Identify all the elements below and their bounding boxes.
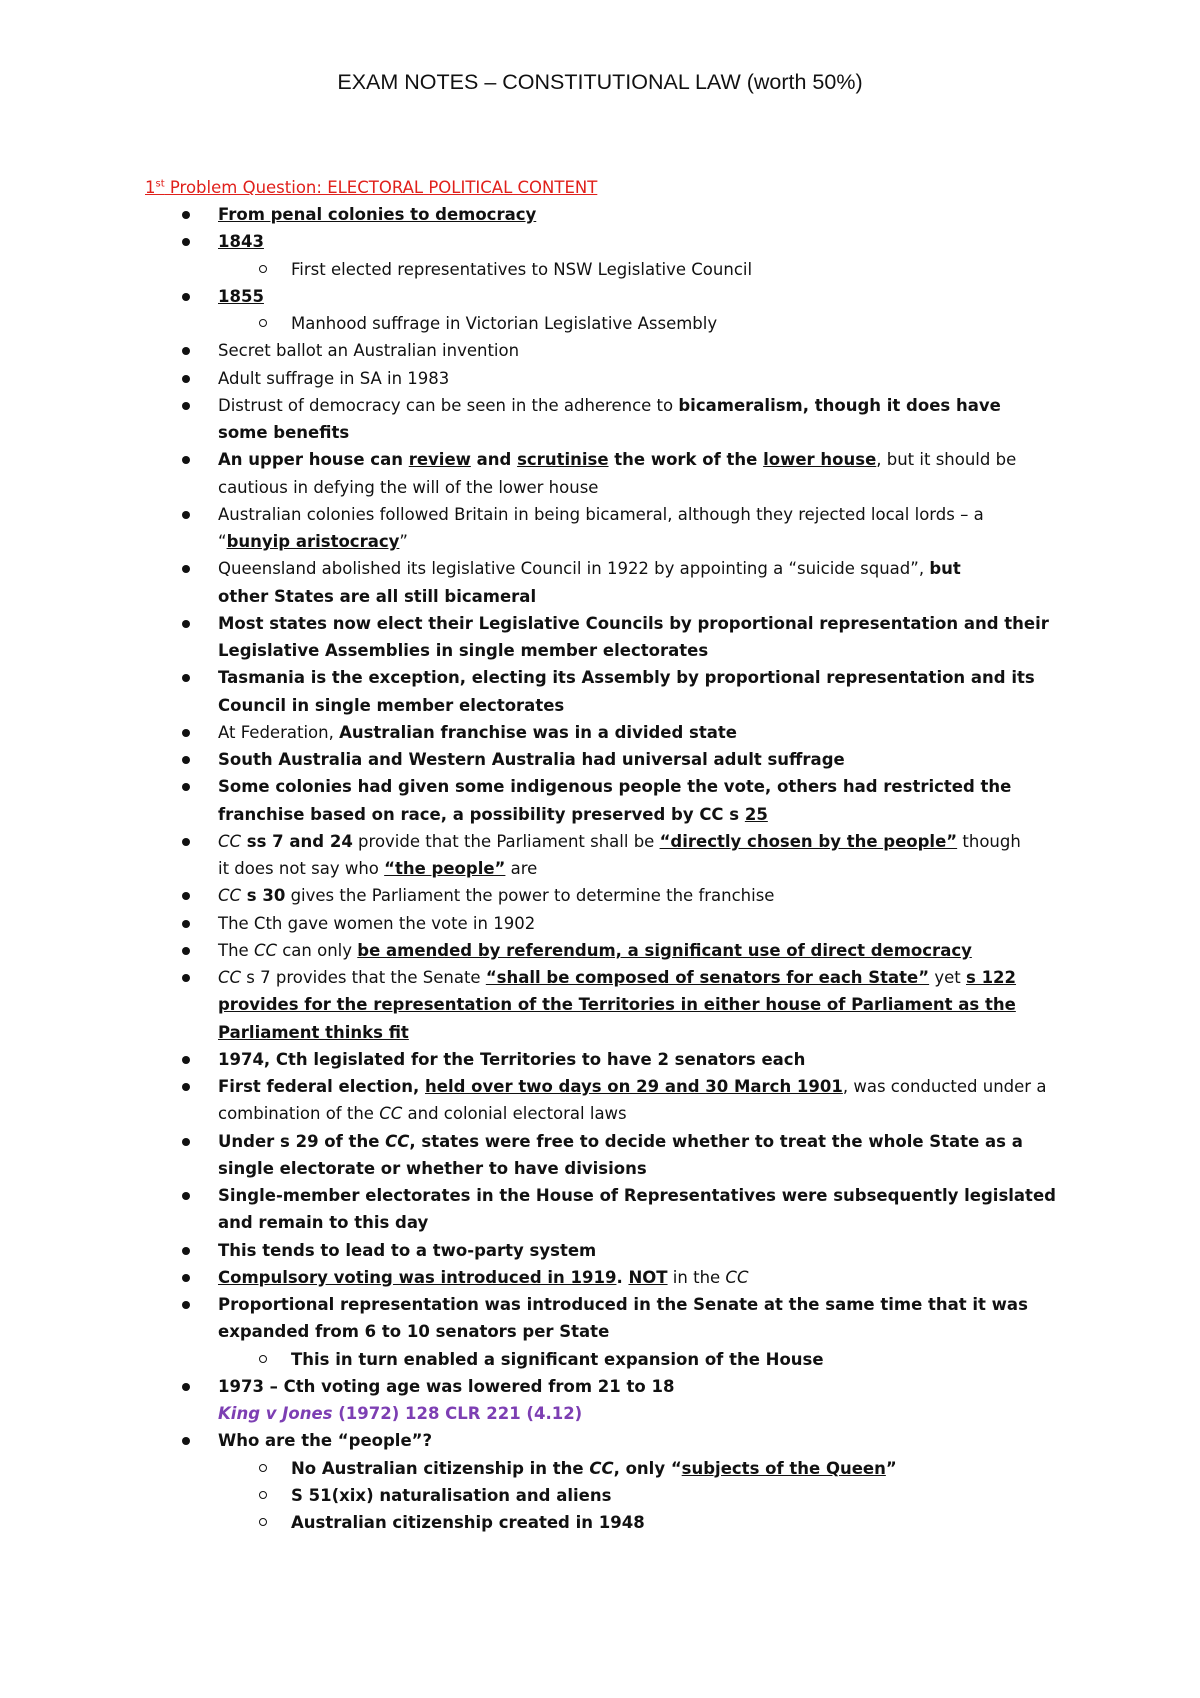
list-item-text <box>291 256 752 283</box>
sub-list-item <box>0 310 1200 337</box>
text-segment: Parliament thinks fit <box>218 1022 409 1042</box>
bullet-icon <box>182 892 190 900</box>
text-segment: though <box>957 831 1021 851</box>
notes-list <box>0 201 1200 1536</box>
text-segment: Council in single member electorates <box>218 695 565 715</box>
text-segment: combination of the <box>218 1104 380 1124</box>
list-item <box>0 1073 1200 1100</box>
list-item-text <box>218 773 1011 800</box>
list-item <box>0 392 1200 419</box>
hollow-bullet-icon <box>259 1491 267 1499</box>
text-segment: . <box>616 1267 629 1287</box>
sub-list-item <box>0 1482 1200 1509</box>
text-segment: held over two days on 29 and 30 March 1901 <box>425 1077 843 1096</box>
list-item <box>0 1427 1200 1454</box>
list-item-text <box>218 419 349 446</box>
bullet-icon <box>182 1437 190 1445</box>
list-item-text <box>218 1100 627 1127</box>
list-item-continuation <box>0 1400 1200 1427</box>
list-item-text <box>291 310 717 337</box>
text-segment: 1855 <box>218 286 264 306</box>
list-item-continuation <box>0 801 1200 828</box>
list-item-text <box>218 801 768 828</box>
list-item-text <box>218 501 984 528</box>
list-item-text <box>218 910 535 937</box>
text-segment: Australian citizenship created in 1948 <box>291 1513 645 1532</box>
list-item-text <box>218 719 737 746</box>
list-item-text <box>218 991 1016 1018</box>
hollow-bullet-icon <box>259 319 267 327</box>
list-item-text <box>291 1482 611 1509</box>
text-segment: Queensland abolished its legislative Council in 1922 by appointing a “suicide squad”, <box>218 559 930 579</box>
text-segment: , only “ <box>613 1458 682 1478</box>
bullet-icon <box>182 947 190 955</box>
text-segment: cautious in defying the will of the lower house <box>218 477 599 497</box>
list-item-text <box>291 1346 824 1373</box>
text-segment: An upper house can <box>218 450 409 470</box>
text-segment: First elected representatives to NSW Legislative Council <box>291 259 753 279</box>
list-item-continuation <box>0 528 1200 555</box>
text-segment: ss 7 and 24 <box>241 831 353 851</box>
list-item-continuation <box>0 583 1200 610</box>
list-item-text <box>218 1291 1028 1318</box>
list-item-continuation <box>0 474 1200 501</box>
list-item-continuation <box>0 419 1200 446</box>
list-item-text <box>218 1427 432 1454</box>
bullet-icon <box>182 1138 190 1146</box>
text-segment: Legislative Assemblies in single member electorates <box>218 641 709 660</box>
section-heading <box>145 174 597 201</box>
bullet-icon <box>182 974 190 982</box>
list-item <box>0 773 1200 800</box>
list-item <box>0 446 1200 473</box>
list-item-text <box>218 337 519 364</box>
text-segment: This tends to lead to a two-party system <box>218 1240 597 1260</box>
text-segment: lower house <box>763 450 877 470</box>
hollow-bullet-icon <box>259 1464 267 1472</box>
text-segment: South Australia and Western Australia had universal adult suffrage <box>218 750 845 769</box>
text-segment: subjects of the Queen <box>681 1458 886 1478</box>
text-segment: can only <box>276 940 358 960</box>
list-item <box>0 719 1200 746</box>
list-item-continuation <box>0 1209 1200 1236</box>
hollow-bullet-icon <box>259 265 267 273</box>
text-segment: First federal election, <box>218 1077 426 1096</box>
list-item-continuation <box>0 1155 1200 1182</box>
text-segment: NOT <box>628 1267 668 1287</box>
list-item-continuation <box>0 692 1200 719</box>
text-segment: ” <box>885 1458 897 1478</box>
heading-text: Problem Question: ELECTORAL POLITICAL CONTENT <box>164 178 598 197</box>
list-item <box>0 746 1200 773</box>
bullet-icon <box>182 238 190 246</box>
list-item-text <box>218 1318 609 1345</box>
bullet-icon <box>182 674 190 682</box>
bullet-icon <box>182 293 190 301</box>
text-segment: s 122 <box>966 968 1017 987</box>
text-segment: gives the Parliament the power to determine the franchise <box>285 886 775 906</box>
bullet-icon <box>182 1192 190 1200</box>
text-segment: Tasmania is the exception, electing its Assembly by proportional representation and its <box>218 668 1035 688</box>
list-item-text <box>218 1237 596 1264</box>
text-segment: bicameralism, though it does have <box>678 395 1001 415</box>
list-item <box>0 882 1200 909</box>
bullet-icon <box>182 1056 190 1064</box>
list-item <box>0 1128 1200 1155</box>
bullet-icon <box>182 347 190 355</box>
text-segment: 1973 – Cth voting age was lowered from 21 to 18 <box>218 1376 675 1396</box>
list-item-text <box>218 1128 1023 1155</box>
text-segment: (1972) 128 CLR 221 (4.12) <box>332 1404 583 1423</box>
list-item-text <box>218 1073 1046 1100</box>
text-segment: Compulsory voting was introduced in 1919 <box>218 1267 617 1287</box>
list-item-continuation <box>0 1318 1200 1345</box>
text-segment: s 7 provides that the Senate <box>241 968 486 987</box>
list-item-text <box>218 692 564 719</box>
bullet-icon <box>182 402 190 410</box>
bullet-icon <box>182 456 190 464</box>
list-item-text <box>218 528 408 555</box>
text-segment: CC <box>379 1104 403 1124</box>
bullet-icon <box>182 783 190 791</box>
heading-number: 1 <box>145 178 156 197</box>
list-item <box>0 1237 1200 1264</box>
list-item <box>0 937 1200 964</box>
text-segment: , states were free to decide whether to treat the whole State as a <box>409 1131 1023 1151</box>
bullet-icon <box>182 1383 190 1391</box>
list-item <box>0 283 1200 310</box>
list-item-text <box>218 474 598 501</box>
list-item-text <box>218 1019 409 1046</box>
list-item <box>0 964 1200 991</box>
list-item-text <box>218 746 845 773</box>
text-segment: and remain to this day <box>218 1213 429 1233</box>
bullet-icon <box>182 511 190 519</box>
text-segment: ” <box>399 532 408 551</box>
list-item-text <box>218 1209 428 1236</box>
text-segment: other States are all still bicameral <box>218 586 537 606</box>
text-segment: Distrust of democracy can be seen in the adherence to <box>218 395 679 415</box>
list-item-text <box>218 664 1035 691</box>
list-item <box>0 1373 1200 1400</box>
list-item-text <box>218 392 1001 419</box>
text-segment: Australian colonies followed Britain in being bicameral, although they rejected local lords – a <box>218 504 984 524</box>
text-segment: , but it should be <box>876 450 1017 470</box>
text-segment: single electorate or whether to have divisions <box>218 1158 647 1178</box>
text-segment: The <box>218 940 254 960</box>
list-item-text <box>218 1264 748 1291</box>
list-item <box>0 1182 1200 1209</box>
text-segment: The Cth gave women the vote in 1902 <box>218 913 536 933</box>
list-item <box>0 365 1200 392</box>
text-segment: CC <box>385 1131 410 1151</box>
text-segment: S 51(xix) naturalisation and aliens <box>291 1485 612 1505</box>
text-segment: are <box>505 859 538 878</box>
list-item <box>0 828 1200 855</box>
bullet-icon <box>182 211 190 219</box>
text-segment: From penal colonies to democracy <box>218 205 537 224</box>
text-segment: be amended by referendum, a significant use of direct democracy <box>357 940 972 960</box>
list-item-text <box>218 446 1016 473</box>
text-segment: CC <box>218 968 242 987</box>
text-segment: Proportional representation was introduced in the Senate at the same time that it was <box>218 1295 1028 1314</box>
bullet-icon <box>182 620 190 628</box>
text-segment: CC <box>253 940 277 960</box>
text-segment: bunyip aristocracy <box>226 532 400 551</box>
list-item-text <box>218 1182 1056 1209</box>
text-segment: scrutinise <box>517 450 609 470</box>
document-title: EXAM NOTES – CONSTITUTIONAL LAW (worth 50%) <box>337 70 863 94</box>
list-item-text <box>218 855 537 882</box>
text-segment: No Australian citizenship in the <box>291 1458 590 1478</box>
list-item <box>0 501 1200 528</box>
list-item <box>0 1046 1200 1073</box>
text-segment: the work of the <box>608 450 764 470</box>
list-item-text <box>218 228 264 255</box>
sub-list-item <box>0 1455 1200 1482</box>
list-item-continuation <box>0 855 1200 882</box>
text-segment: Who are the “people”? <box>218 1431 433 1451</box>
text-segment: “directly chosen by the people” <box>659 831 958 851</box>
text-segment: Australian franchise was in a divided state <box>339 722 737 742</box>
list-item <box>0 1264 1200 1291</box>
list-item-continuation <box>0 1019 1200 1046</box>
list-item-text <box>218 555 961 582</box>
bullet-icon <box>182 1083 190 1091</box>
text-segment: Secret ballot an Australian invention <box>218 341 520 361</box>
list-item-text <box>218 283 264 310</box>
list-item-text <box>218 201 536 228</box>
text-segment: expanded from 6 to 10 senators per State <box>218 1322 610 1342</box>
text-segment: CC <box>218 886 242 906</box>
bullet-icon <box>182 565 190 573</box>
list-item <box>0 201 1200 228</box>
text-segment: Adult suffrage in SA in 1983 <box>218 368 450 388</box>
text-segment: , was conducted under a <box>842 1077 1047 1096</box>
text-segment: and <box>470 450 518 470</box>
list-item-continuation <box>0 637 1200 664</box>
bullet-icon <box>182 756 190 764</box>
list-item-text <box>218 1046 805 1073</box>
text-segment: but <box>929 559 961 579</box>
text-segment: Some colonies had given some indigenous people the vote, others had restricted the <box>218 777 1012 797</box>
text-segment: 1974, Cth legislated for the Territories to have 2 senators each <box>218 1049 806 1069</box>
hollow-bullet-icon <box>259 1518 267 1526</box>
text-segment: and colonial electoral laws <box>402 1104 627 1124</box>
bullet-icon <box>182 920 190 928</box>
text-segment: “shall be composed of senators for each State” <box>485 968 930 987</box>
list-item-text <box>218 964 1016 991</box>
list-item-text <box>218 882 774 909</box>
list-item-text <box>218 828 1021 855</box>
list-item-text <box>218 610 1049 637</box>
text-segment: This in turn enabled a significant expansion of the House <box>291 1349 824 1369</box>
text-segment: franchise based on race, a possibility preserved by CC s <box>218 804 745 824</box>
text-segment: “the people” <box>384 859 506 878</box>
bullet-icon <box>182 375 190 383</box>
text-segment: yet <box>929 968 966 987</box>
bullet-icon <box>182 1274 190 1282</box>
bullet-icon <box>182 729 190 737</box>
list-item <box>0 337 1200 364</box>
sub-list-item <box>0 256 1200 283</box>
text-segment: review <box>408 450 471 470</box>
text-segment: it does not say who <box>218 859 385 878</box>
bullet-icon <box>182 838 190 846</box>
list-item <box>0 910 1200 937</box>
list-item-text <box>218 1400 582 1427</box>
text-segment: 25 <box>744 804 768 824</box>
list-item <box>0 610 1200 637</box>
list-item-text <box>218 1155 647 1182</box>
list-item-text <box>291 1509 645 1536</box>
hollow-bullet-icon <box>259 1355 267 1363</box>
sub-list-item <box>0 1346 1200 1373</box>
text-segment: 1843 <box>218 232 264 252</box>
list-item-continuation <box>0 1100 1200 1127</box>
list-item <box>0 228 1200 255</box>
text-segment: At Federation, <box>218 722 340 742</box>
list-item-text <box>218 937 972 964</box>
text-segment: “ <box>218 532 227 551</box>
list-item-text <box>218 365 449 392</box>
text-segment: s 30 <box>241 886 286 906</box>
text-segment: Most states now elect their Legislative Councils by proportional representation and their <box>218 613 1049 633</box>
bullet-icon <box>182 1301 190 1309</box>
sub-list-item <box>0 1509 1200 1536</box>
text-segment: Single-member electorates in the House of Representatives were subsequently legislated <box>218 1186 1056 1205</box>
list-item <box>0 1291 1200 1318</box>
text-segment: Manhood suffrage in Victorian Legislative Assembly <box>291 314 718 333</box>
list-item-text <box>218 637 708 664</box>
text-segment: provide that the Parliament shall be <box>352 831 660 851</box>
text-segment: CC <box>725 1267 749 1287</box>
list-item-text <box>218 583 536 610</box>
text-segment: provides for the representation of the Territories in either house of Parliament as the <box>218 995 1016 1015</box>
text-segment: in the <box>667 1267 726 1287</box>
list-item-text <box>218 1373 674 1400</box>
text-segment: CC <box>589 1458 614 1478</box>
list-item <box>0 555 1200 582</box>
list-item-text <box>291 1455 897 1482</box>
text-segment: some benefits <box>218 423 350 442</box>
list-item <box>0 664 1200 691</box>
text-segment: King v Jones <box>218 1404 333 1423</box>
heading-ordinal-suffix: st <box>155 178 165 190</box>
text-segment: CC <box>218 831 242 851</box>
bullet-icon <box>182 1247 190 1255</box>
text-segment: Under s 29 of the <box>218 1131 386 1151</box>
list-item-continuation <box>0 991 1200 1018</box>
